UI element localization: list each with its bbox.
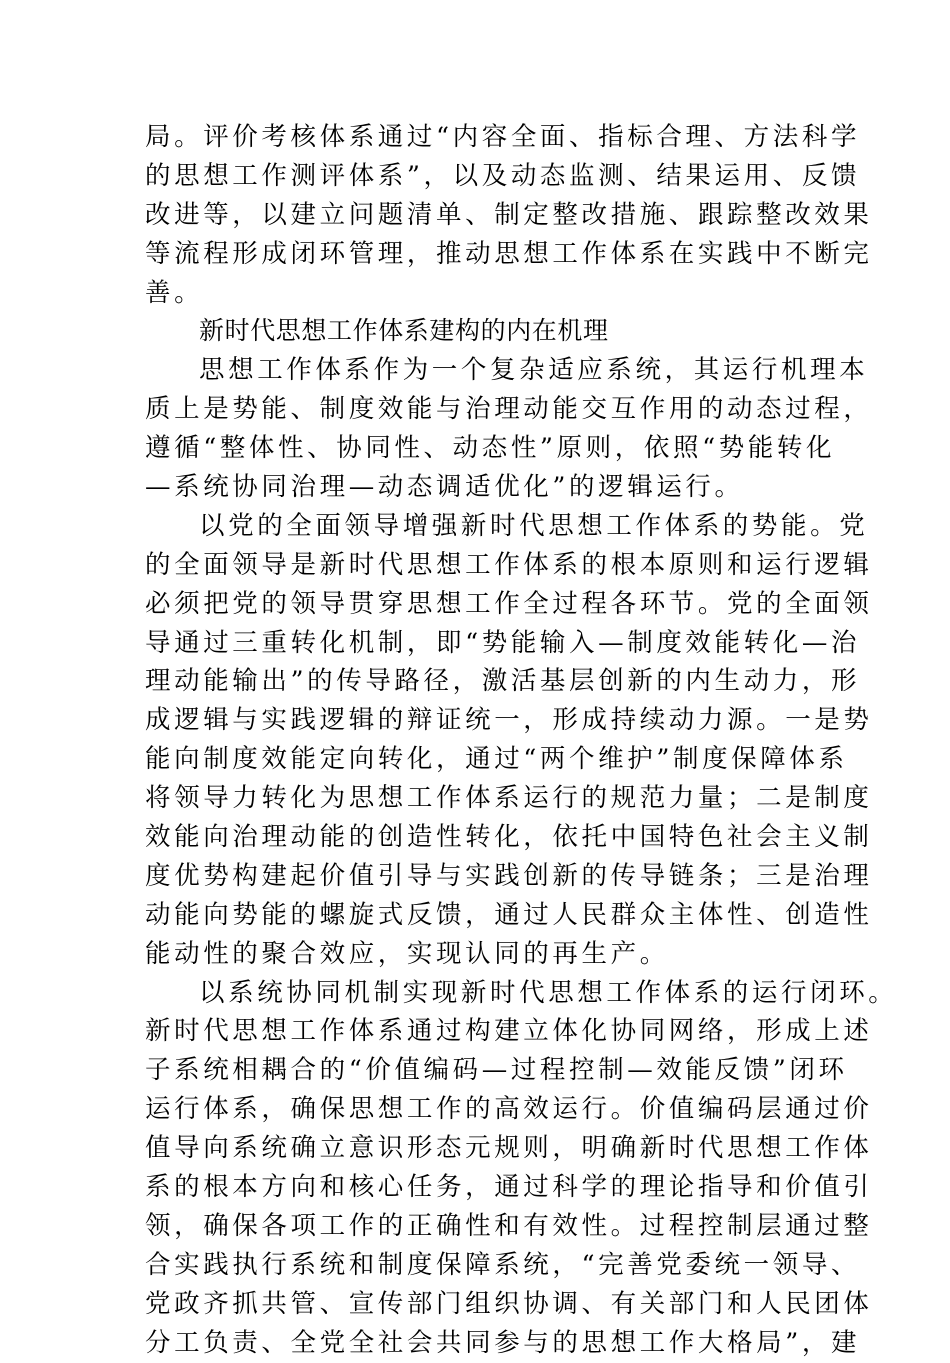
text-line: 系的根本方向和核心任务，通过科学的理论指导和价值引	[145, 1172, 873, 1203]
text-line: 能向制度效能定向转化，通过“两个维护”制度保障体系	[145, 744, 848, 775]
paragraph-synergy	[145, 974, 898, 1363]
text-line: 度优势构建起价值引导与实践创新的传导链条；三是治理	[145, 860, 873, 891]
text-line: 成逻辑与实践逻辑的辩证统一，形成持续动力源。一是势	[145, 705, 873, 736]
text-line: 思想工作体系作为一个复杂适应系统，其运行机理本	[199, 355, 869, 386]
text-line: 导通过三重转化机制，即“势能输入—制度效能转化—治	[145, 627, 861, 658]
text-line: 新时代思想工作体系通过构建立体化协同网络，形成上述	[145, 1016, 873, 1047]
text-line: 合实践执行系统和制度保障系统，“完善党委统一领导、	[145, 1249, 861, 1280]
text-line: 领，确保各项工作的正确性和有效性。过程控制层通过整	[145, 1210, 873, 1241]
text-line: 党政齐抓共管、宣传部门组织协调、有关部门和人民团体	[145, 1288, 873, 1319]
text-line: 遵循“整体性、协同性、动态性”原则，依照“势能转化	[145, 433, 836, 464]
text-line: 效能向治理动能的创造性转化，依托中国特色社会主义制	[145, 822, 873, 853]
paragraph-leadership	[145, 507, 873, 974]
text-line: 能动性的聚合效应，实现认同的再生产。	[145, 938, 669, 969]
text-line: 子系统相耦合的“价值编码—过程控制—效能反馈”闭环	[145, 1055, 848, 1086]
text-line: —系统协同治理—动态调适优化”的逻辑运行。	[145, 472, 744, 503]
text-line: 以党的全面领导增强新时代思想工作体系的势能。党	[199, 510, 869, 541]
document-page	[145, 118, 898, 1363]
text-line: 将领导力转化为思想工作体系运行的规范力量；二是制度	[145, 783, 873, 814]
text-line: 质上是势能、制度效能与治理动能交互作用的动态过程，	[145, 394, 873, 425]
text-line: 分工负责、全党全社会共同参与的思想工作大格局”，建	[145, 1327, 861, 1358]
text-line: 运行体系，确保思想工作的高效运行。价值编码层通过价	[145, 1094, 873, 1125]
text-line: 局。评价考核体系通过“内容全面、指标合理、方法科学	[145, 122, 861, 152]
text-line: 的思想工作测评体系”，以及动态监测、结果运用、反馈	[145, 160, 861, 191]
text-line: 理动能输出”的传导路径，激活基层创新的内生动力，形	[145, 666, 861, 697]
text-line: 动能向势能的螺旋式反馈，通过人民群众主体性、创造性	[145, 899, 873, 930]
text-line: 改进等，以建立问题清单、制定整改措施、跟踪整改效果	[145, 199, 873, 230]
paragraph-intro	[145, 351, 873, 507]
text-line: 善。	[145, 277, 204, 308]
text-line: 必须把党的领导贯穿思想工作全过程各环节。党的全面领	[145, 588, 873, 619]
section-heading: 新时代思想工作体系建构的内在机理	[199, 316, 609, 346]
text-line: 等流程形成闭环管理，推动思想工作体系在实践中不断完	[145, 238, 873, 269]
paragraph-previous-continuation	[145, 118, 873, 312]
text-line: 以系统协同机制实现新时代思想工作体系的运行闭环。	[199, 977, 898, 1008]
text-line: 的全面领导是新时代思想工作体系的根本原则和运行逻辑	[145, 549, 873, 580]
text-line: 值导向系统确立意识形态元规则，明确新时代思想工作体	[145, 1133, 873, 1164]
